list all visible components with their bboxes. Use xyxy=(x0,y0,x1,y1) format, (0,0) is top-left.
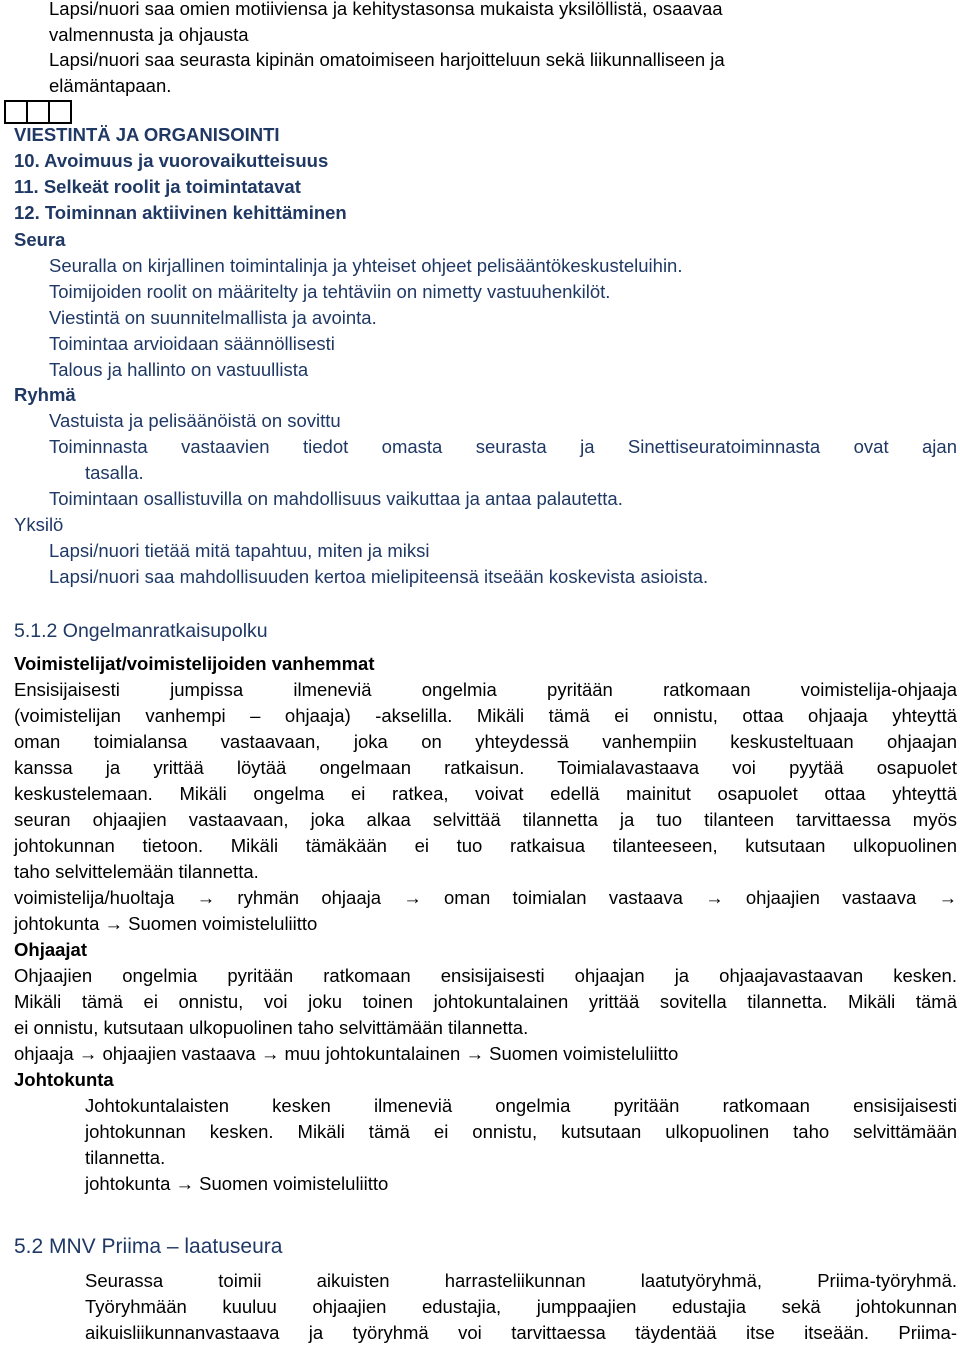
ohjaajat-paragraph-line: Ohjaajien ongelmia pyritään ratkomaan ensisijaisesti ohjaajan ja ohjaajavastaavan kesken. xyxy=(14,965,957,986)
voimistelijat-paragraph-line: seuran ohjaajien vastaavaan, joka alkaa selvittää tilannetta ja tuo tilanteen tarvittaessa myös xyxy=(14,809,957,830)
ryhma-line-2b: tasalla. xyxy=(85,462,144,483)
voimistelijat-paragraph-line: oman toimialansa vastaavaan, joka on yhteydessä vanhempiin keskusteltuaan ohjaajan xyxy=(14,731,957,752)
section-52-title: 5.2 MNV Priima – laatuseura xyxy=(14,1235,283,1258)
ryhma-label: Ryhmä xyxy=(14,384,76,405)
voimistelijat-paragraph-line: keskustelemaan. Mikäli ongelma ei ratkea, voivat edellä mainitut osapuolet ottaa yhteyttä xyxy=(14,783,957,804)
path-johtokunta: johtokunta → Suomen voimisteluliitto xyxy=(85,1173,389,1194)
voimistelijat-paragraph-line: kanssa ja yrittää löytää ongelmaan ratkaisun. Toimialavastaava voi pyytää osapuolet xyxy=(14,757,957,778)
yksilo-line-1: Lapsi/nuori tietää mitä tapahtuu, miten ja miksi xyxy=(49,540,430,561)
subheading-voimistelijat: Voimistelijat/voimistelijoiden vanhemmat xyxy=(14,653,375,674)
paragraph-ohjaajat-last: ei onnistu, kutsutaan ulkopuolinen taho selvittämään tilannetta. xyxy=(14,1017,529,1038)
intro-line-3: Lapsi/nuori saa seurasta kipinän omatoimiseen harjoitteluun sekä liikunnalliseen ja xyxy=(49,49,725,70)
yksilo-line-2: Lapsi/nuori saa mahdollisuuden kertoa mielipiteensä itseään koskevista asioista. xyxy=(49,566,709,587)
seura-line-2: Toimijoiden roolit on määritelty ja tehtäviin on nimetty vastuuhenkilöt. xyxy=(49,281,611,302)
priima-paragraph-line: Työryhmään kuuluu ohjaajien edustajia, jumppaajien edustajia sekä johtokunnan xyxy=(85,1296,957,1317)
voimistelijat-paragraph-line: (voimistelijan vanhempi – ohjaaja) -akselilla. Mikäli tämä ei onnistu, ottaa ohjaaja yhteyttä xyxy=(14,705,957,726)
subheading-ohjaajat: Ohjaajat xyxy=(14,939,87,960)
path-voimistelijat-line-1: voimistelija/huoltaja → ryhmän ohjaaja → oman toimialan vastaava → ohjaajien vastaava → xyxy=(14,887,957,908)
yksilo-label: Yksilö xyxy=(14,514,64,535)
priima-paragraph-line: Seurassa toimii aikuisten harrasteliikunnan laatutyöryhmä, Priima-työryhmä. xyxy=(85,1270,957,1291)
seura-line-5: Talous ja hallinto on vastuullista xyxy=(49,359,309,380)
ryhma-line-2a: Toiminnasta vastaavien tiedot omasta seurasta ja Sinettiseuratoiminnasta ovat ajan xyxy=(49,436,957,457)
box-icon xyxy=(48,100,72,124)
path-ohjaajat: ohjaaja → ohjaajien vastaava → muu johtokuntalainen → Suomen voimisteluliitto xyxy=(14,1043,679,1064)
viestinta-item-10: 10. Avoimuus ja vuorovaikutteisuus xyxy=(14,150,329,171)
viestinta-item-11: 11. Selkeät roolit ja toimintatavat xyxy=(14,176,301,197)
seura-line-1: Seuralla on kirjallinen toimintalinja ja yhteiset ohjeet pelisääntökeskusteluihin. xyxy=(49,255,683,276)
paragraph-johtokunta-last: tilannetta. xyxy=(85,1147,166,1168)
voimistelijat-paragraph-line: Ensisijaisesti jumpissa ilmeneviä ongelmia pyritään ratkomaan voimistelija-ohjaaja xyxy=(14,679,957,700)
empty-boxes xyxy=(4,100,70,124)
path-voimistelijat-line-2: johtokunta → Suomen voimisteluliitto xyxy=(14,913,318,934)
section-512-title: 5.1.2 Ongelmanratkaisupolku xyxy=(14,620,268,642)
intro-line-1: Lapsi/nuori saa omien motiiviensa ja kehitystasonsa mukaista yksilöllistä, osaavaa xyxy=(49,0,723,19)
paragraph-voimistelijat-last: taho selvittelemään tilannetta. xyxy=(14,861,259,882)
seura-line-3: Viestintä on suunnitelmallista ja avointa. xyxy=(49,307,377,328)
ryhma-line-1: Vastuista ja pelisäänöistä on sovittu xyxy=(49,410,341,431)
box-icon xyxy=(26,100,50,124)
johtokunta-paragraph-line: Johtokuntalaisten kesken ilmeneviä ongelmia pyritään ratkomaan ensisijaisesti xyxy=(85,1095,957,1116)
intro-line-4: elämäntapaan. xyxy=(49,75,172,96)
seura-line-4: Toimintaa arvioidaan säännöllisesti xyxy=(49,333,335,354)
priima-paragraph-line: aikuisliikunnanvastaava ja työryhmä voi tarvittaessa täydentää itse itseään. Priima- xyxy=(85,1322,957,1343)
box-icon xyxy=(4,100,28,124)
ryhma-line-3: Toimintaan osallistuvilla on mahdollisuus vaikuttaa ja antaa palautetta. xyxy=(49,488,623,509)
subheading-johtokunta: Johtokunta xyxy=(14,1069,114,1090)
johtokunta-paragraph-line: johtokunnan kesken. Mikäli tämä ei onnistu, kutsutaan ulkopuolinen taho selvittämään xyxy=(85,1121,957,1142)
intro-line-2: valmennusta ja ohjausta xyxy=(49,24,249,45)
voimistelijat-paragraph-line: johtokunnan tietoon. Mikäli tämäkään ei tuo ratkaisua tilanteeseen, kutsutaan ulkopuolinen xyxy=(14,835,957,856)
viestinta-item-12: 12. Toiminnan aktiivinen kehittäminen xyxy=(14,202,347,223)
viestinta-title: VIESTINTÄ JA ORGANISOINTI xyxy=(14,124,280,145)
ohjaajat-paragraph-line: Mikäli tämä ei onnistu, voi joku toinen johtokuntalainen yrittää sovitella tilannetta. Mikäli tämä xyxy=(14,991,957,1012)
seura-label: Seura xyxy=(14,229,66,250)
